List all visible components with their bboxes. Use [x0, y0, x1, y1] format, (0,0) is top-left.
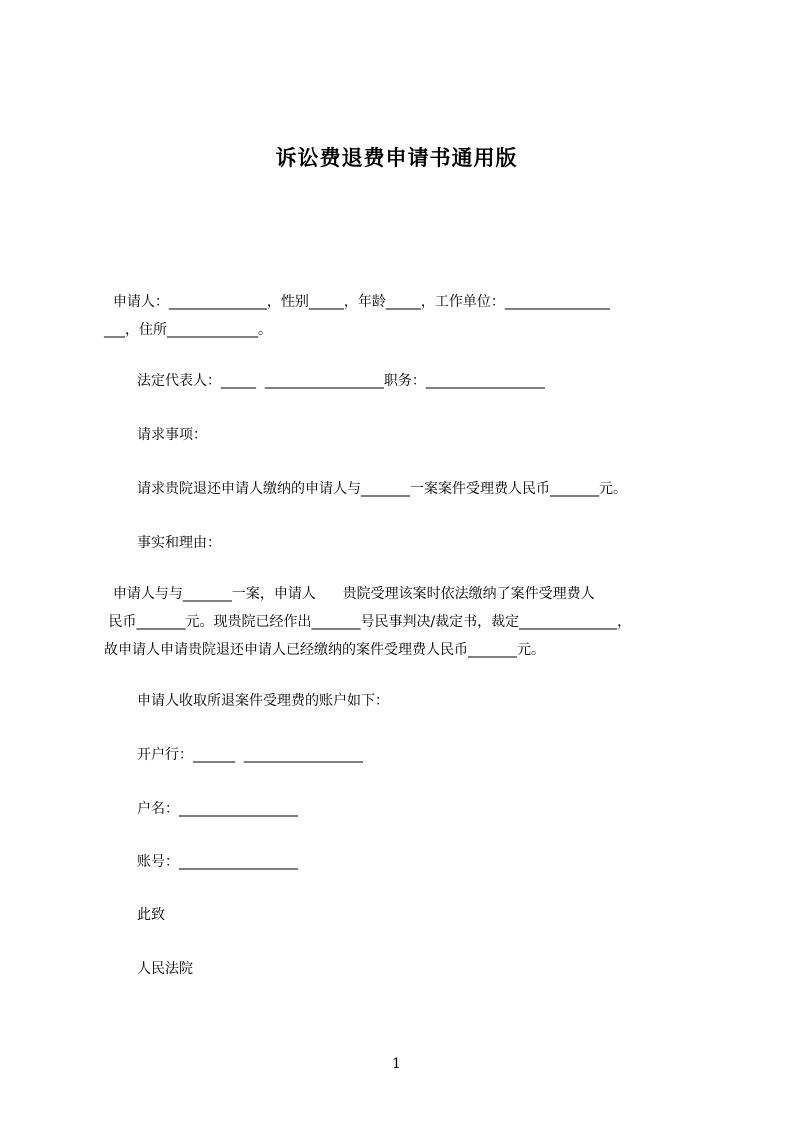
facts-line-2: 民币_______元。现贵院已经作出_______号民事判决/裁定书，裁定______________， [104, 614, 632, 630]
applicant-paragraph [104, 288, 704, 344]
account-number-line: 账号：_________________ [137, 854, 298, 870]
legal-representative-line: 法定代表人：_____ _________________职务：_________________ [137, 373, 545, 389]
request-heading: 请求事项： [137, 427, 207, 443]
applicant-line-1: 申请人：______________，性别_____，年龄_____，工作单位：_______________ [104, 294, 610, 310]
facts-line-1: 申请人与与_______一案，申请人 贵院受理该案时依法缴纳了案件受理费人 [104, 586, 595, 602]
facts-line-3: 故申请人申请贵院退还申请人已经缴纳的案件受理费人民币_______元。 [104, 642, 545, 658]
court-line: 人民法院 [137, 961, 193, 977]
request-body: 请求贵院退还申请人缴纳的申请人与_______一案案件受理费人民币_______元。 [137, 481, 627, 497]
account-intro: 申请人收取所退案件受理费的账户如下： [137, 693, 389, 709]
facts-heading: 事实和理由： [137, 535, 221, 551]
document-title: 诉讼费退费申请书通用版 [275, 146, 518, 170]
applicant-line-2: ___，住所_____________。 [104, 322, 272, 338]
closing-line: 此致 [137, 907, 165, 923]
facts-paragraph [104, 580, 704, 664]
bank-line: 开户行：______ _________________ [137, 747, 363, 763]
account-name-line: 户名：_________________ [137, 801, 298, 817]
page-number: 1 [392, 1056, 401, 1072]
